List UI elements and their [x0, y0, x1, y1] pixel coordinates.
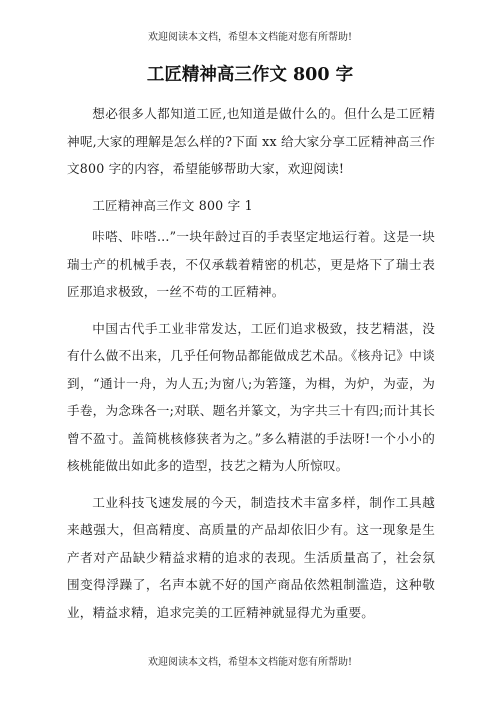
header-note: 欢迎阅读本文档，希望本文档能对您有所帮助! — [147, 32, 353, 43]
document-body — [67, 100, 435, 635]
body-paragraph: 工业科技飞速发展的今天，制造技术丰富多样，制作工具越来越强大，但高精度、高质量的产品却依旧少有。这一现象是生产者对产品缺少精益求精的追求的表现。生活质量高了，社会氛围变得浮躁了，名声本就不好的国产商品依然粗制滥造，这种敬业，精益求精，追求完美的工匠精神就显得尤为重要。 — [67, 494, 435, 620]
intro-paragraph: 想必很多人都知道工匠,也知道是做什么的。但什么是工匠精神呢,大家的理解是怎么样的?下面 xx 给大家分享工匠精神高三作文800 字的内容，希望能够帮助大家，欢迎阅读! — [67, 106, 435, 176]
footer-note: 欢迎阅读本文档，希望本文档能对您有所帮助! — [147, 657, 353, 668]
body-paragraph: 咔嗒、咔嗒…”一块年龄过百的手表坚定地运行着。这是一块瑞士产的机械手表，不仅承载着精密的机芯，更是烙下了瑞士表匠那追求极致，一丝不苟的工匠精神。 — [67, 229, 435, 299]
section-heading: 工匠精神高三作文 800 字 1 — [92, 197, 253, 213]
body-paragraph: 中国古代手工业非常发达，工匠们追求极致，技艺精湛，没有什么做不出来，几乎任何物品都能做成艺术品。《核舟记》中谈到，“通计一舟，为人五;为窗八;为箬篷，为楫，为炉，为壶，为手卷，为念珠各一;对联、题名并篆文，为字共三十有四;而计其长曾不盈寸。盖简桃核修狭者为之。”多么精湛的手法呀!一个小小的核桃能做出如此多的造型，技艺之精为人所惊叹。 — [67, 320, 435, 473]
document-title: 工匠精神高三作文 800 字 — [146, 65, 354, 85]
